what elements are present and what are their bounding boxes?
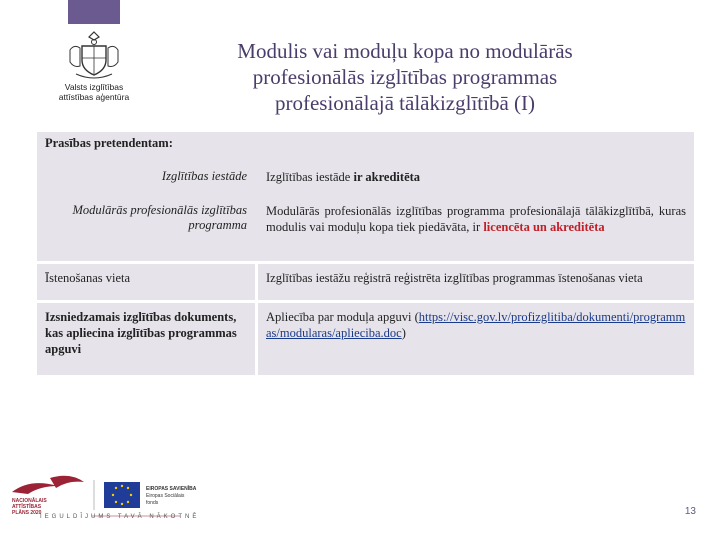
nap-logo <box>12 476 84 516</box>
logo-text-line2: attīstības aģentūra <box>58 92 130 102</box>
requirements-table <box>37 132 694 375</box>
title-line1: Modulis vai moduļu kopa no modulārās <box>237 39 573 63</box>
document-text: Apliecība par moduļa apguvi ( <box>266 310 419 324</box>
page-title <box>170 38 640 116</box>
footer-logos <box>10 472 340 532</box>
title-line3: profesionālajā tālākizglītībā (I) <box>274 91 536 115</box>
nap-text-line2: ATTĪSTĪBAS <box>12 504 42 510</box>
title-line2: profesionālās izglītības programmas <box>252 65 558 89</box>
document-suffix: ) <box>401 326 406 340</box>
row-value-location: Izglītības iestāžu reģistrā reģistrēta izglītības programmas īstenošanas vieta <box>258 264 694 300</box>
document-link[interactable]: https://visc.gov.lv/profizglitiba/dokumenti/programmas/modularas/apliecibа.doc <box>266 310 686 340</box>
nap-text-line1: NACIONĀLAIS <box>12 498 47 504</box>
row-value-programme <box>258 199 694 239</box>
row-label-location: Īstenošanas vieta <box>37 264 255 300</box>
requirements-block <box>37 132 694 261</box>
institution-bold: ir akreditēta <box>353 170 421 184</box>
table-row <box>37 303 694 375</box>
eu-text-line3: fonds <box>146 500 159 506</box>
row-value-institution <box>258 165 694 189</box>
table-row <box>37 264 694 300</box>
footer-tagline: IEGULDĪJUMS TAVĀ NĀKOTNĒ <box>40 514 200 520</box>
row-value-document <box>258 303 694 375</box>
eu-text-line2: Eiropas Sociālais <box>146 493 185 499</box>
institution-text: Izglītības iestāde <box>266 170 354 184</box>
coat-of-arms-icon <box>66 30 122 80</box>
row-label-institution: Izglītības iestāde <box>161 169 247 183</box>
programme-red: licencēta un akreditēta <box>483 220 605 234</box>
eu-flag-icon <box>104 482 140 508</box>
nap-text-line3: PLĀNS 2020 <box>12 510 42 516</box>
row-label-programme: Modulārās profesionālās izglītības programma <box>72 203 247 232</box>
table-header: Prasības pretendentam: <box>45 136 173 150</box>
table-row <box>37 165 694 189</box>
eu-text-line1: EIROPAS SAVIENĪBA <box>146 486 197 492</box>
programme-text: Modulārās profesionālās izglītības programma profesionālajā tālākizglītībā, kuras modulis vai moduļu kopa tiek piedāvāta, ir <box>266 204 686 234</box>
table-row <box>37 199 694 239</box>
agency-logo <box>52 30 136 116</box>
accent-bar <box>68 0 120 24</box>
page-number: 13 <box>684 506 696 517</box>
row-label-document: Izsniedzamais izglītības dokuments, kas apliecina izglītības programmas apguvi <box>37 303 255 375</box>
nap-ribbon-icon <box>12 483 58 494</box>
logo-text-line1: Valsts izglītības <box>64 82 124 92</box>
